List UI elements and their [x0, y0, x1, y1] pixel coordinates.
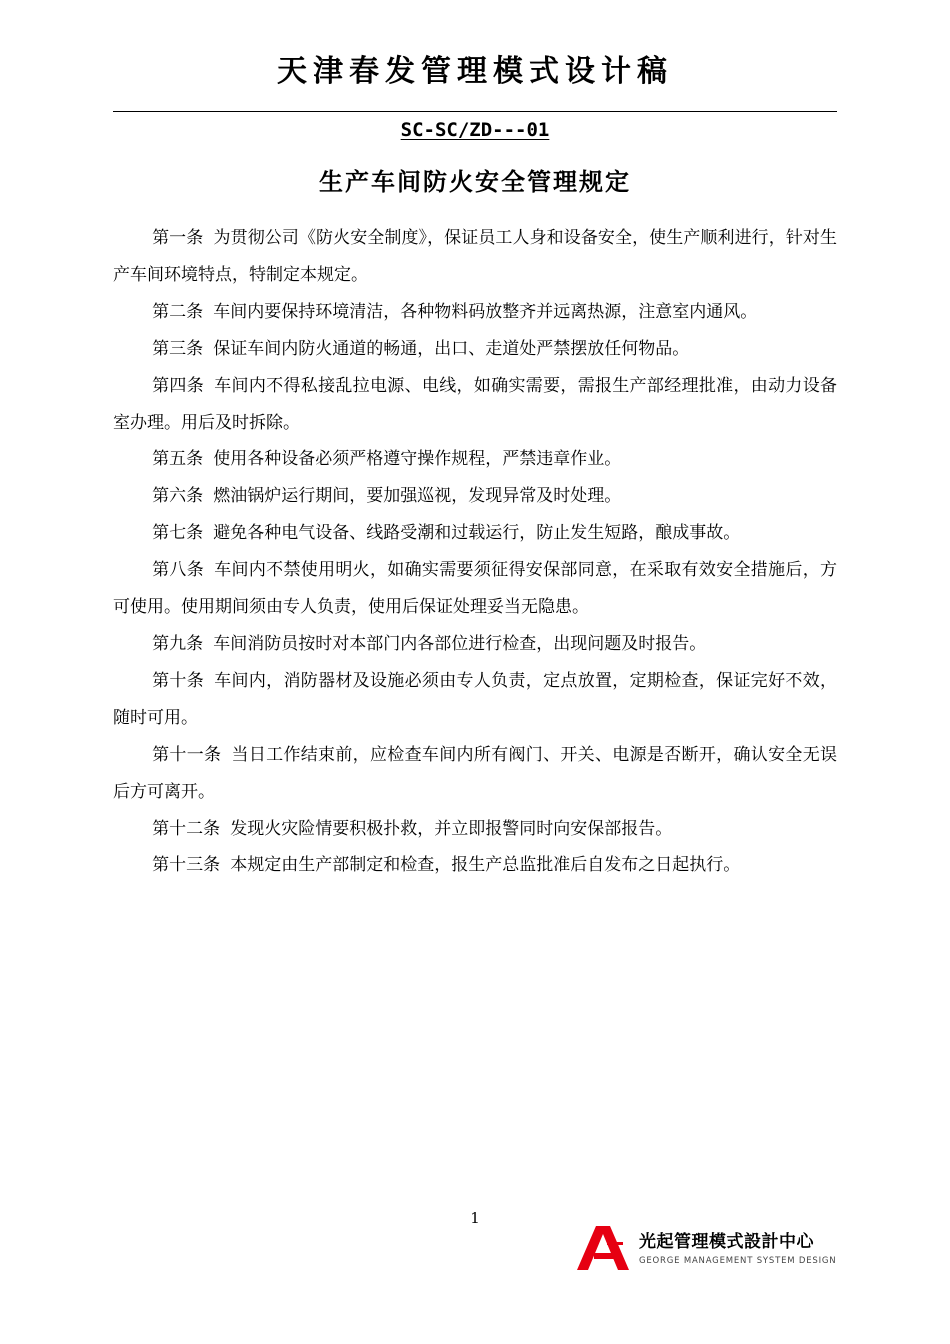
logo-chinese-name: 光起管理模式設計中心 [639, 1232, 814, 1252]
article-7 [113, 515, 837, 552]
article-number: 第九条 [152, 633, 204, 654]
article-2 [113, 294, 837, 331]
article-number: 第三条 [152, 338, 204, 359]
article-8 [113, 552, 837, 626]
document-code-text: SC-SC/ZD---01 [400, 119, 550, 141]
article-number: 第四条 [152, 375, 205, 396]
logo-english-name: GEORGE MANAGEMENT SYSTEM DESIGN [639, 1256, 837, 1266]
article-number: 第五条 [152, 449, 204, 470]
article-11 [113, 737, 837, 811]
article-5 [113, 441, 837, 478]
article-text: 发现火灾险情要积极扑救，并立即报警同时向安保部报告。 [230, 818, 673, 839]
document-title: 生产车间防火安全管理规定 [319, 168, 631, 196]
article-number: 第十一条 [152, 744, 222, 765]
article-text: 使用各种设备必须严格遵守操作规程，严禁违章作业。 [213, 449, 622, 470]
article-number: 第一条 [152, 228, 204, 248]
article-text: 车间消防员按时对本部门内各部位进行检查，出现问题及时报告。 [213, 633, 707, 654]
article-number: 第十二条 [152, 818, 221, 839]
page-number: 1 [470, 1209, 480, 1227]
article-text: 为贯彻公司《防火安全制度》，保证员工人身和设备安全，使生产顺利进行，针对生产车间环境特点，特制定本规定。 [113, 228, 838, 285]
article-10 [113, 663, 837, 737]
article-number: 第六条 [152, 486, 204, 507]
article-text: 车间内要保持环境清洁，各种物料码放整齐并远离热源，注意室内通风。 [213, 301, 758, 322]
article-number: 第二条 [152, 301, 204, 322]
header-title: 天津春发管理模式设计稿 [277, 54, 673, 89]
article-text: 避免各种电气设备、线路受潮和过载运行，防止发生短路，酿成事故。 [213, 523, 741, 544]
document-code [0, 117, 950, 143]
article-1 [113, 220, 837, 294]
article-4 [113, 368, 837, 442]
article-list [113, 220, 837, 884]
article-text: 本规定由生产部制定和检查，报生产总监批准后自发布之日起执行。 [230, 855, 741, 876]
article-text: 车间内不得私接乱拉电源、电线，如确实需要，需报生产部经理批准，由动力设备室办理。用后及时拆除。 [113, 375, 838, 433]
article-text: 车间内不禁使用明火，如确实需要须征得安保部同意，在采取有效安全措施后，方可使用。使用期间须由专人负责，使用后保证处理妥当无隐患。 [113, 560, 838, 618]
logo-a-icon [575, 1226, 635, 1270]
article-number: 第十三条 [152, 855, 221, 876]
article-3 [113, 331, 837, 368]
article-12 [113, 811, 837, 848]
header-rule [113, 111, 837, 112]
article-text: 燃油锅炉运行期间，要加强巡视，发现异常及时处理。 [213, 486, 622, 507]
logo-mark-shape [577, 1226, 629, 1270]
article-text: 当日工作结束前，应检查车间内所有阀门、开关、电源是否断开，确认安全无误后方可离开。 [113, 744, 837, 802]
article-13 [113, 847, 837, 884]
footer-logo [575, 1226, 837, 1272]
article-6 [113, 478, 837, 515]
article-text: 保证车间内防火通道的畅通，出口、走道处严禁摆放任何物品。 [213, 338, 690, 359]
article-9 [113, 626, 837, 663]
article-number: 第八条 [152, 560, 205, 581]
article-number: 第七条 [152, 523, 204, 544]
article-number: 第十条 [152, 670, 205, 691]
article-text: 车间内，消防器材及设施必须由专人负责，定点放置，定期检查，保证完好不效，随时可用。 [113, 670, 838, 728]
